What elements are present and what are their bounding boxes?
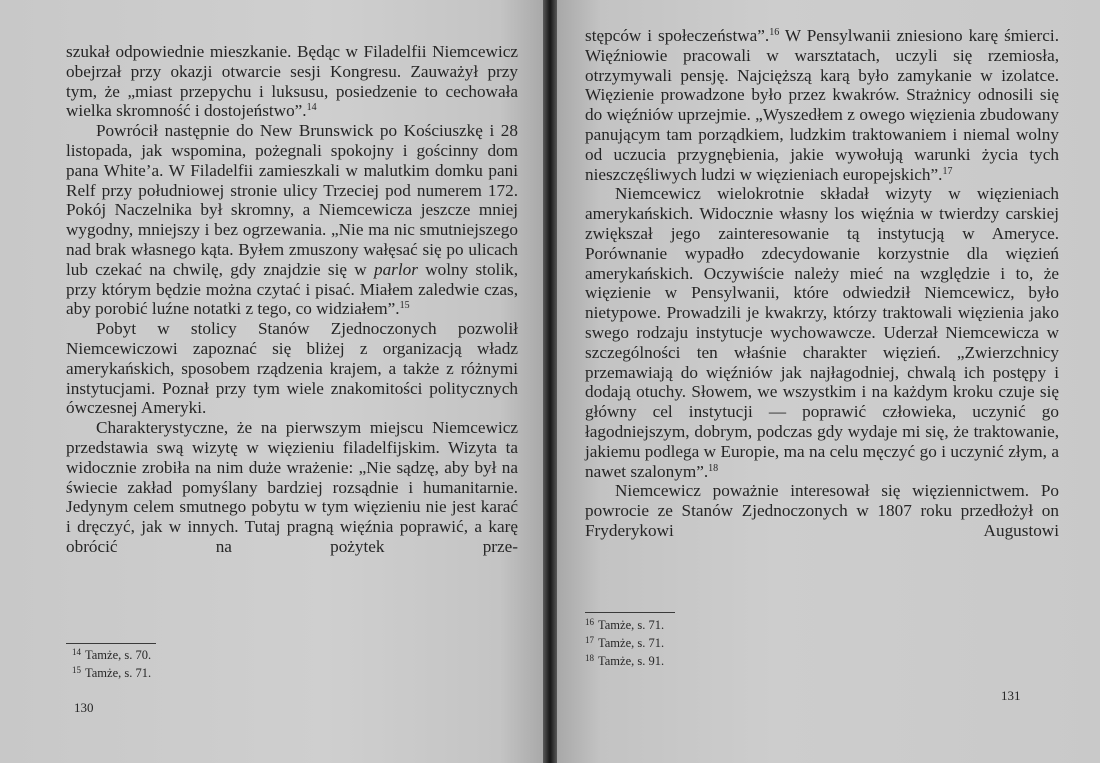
text-run: Niemcewicz poważnie interesował się więziennictwem. Po powrocie ze Stanów Zjednoczonych w 1807 roku przedłożył on Fryderykowi Augustowi	[585, 481, 1059, 540]
text-run: stępców i społeczeństwa”.	[585, 26, 770, 45]
footnote-number: 17	[585, 635, 594, 645]
footnote-text: Tamże, s. 70.	[85, 648, 152, 662]
text-run: Pobyt w stolicy Stanów Zjednoczonych pozwolił Niemcewiczowi zapoznać się bliżej z organizacją władz amerykańskich, sposobem rządzenia krajem, a także z różnymi instytucjami. Poznał przy tym wiele znakomitości politycznych ówczesnej Ameryki.	[66, 319, 518, 418]
footnote-text: Tamże, s. 71.	[598, 636, 665, 650]
page-number: 131	[1001, 688, 1021, 703]
page-number: 130	[74, 700, 94, 715]
footnote-text: Tamże, s. 71.	[598, 618, 665, 632]
paragraph	[66, 319, 518, 418]
footnote	[72, 663, 151, 681]
paragraph	[585, 26, 1059, 184]
footnote-text: Tamże, s. 91.	[598, 654, 665, 668]
footnote-separator	[66, 643, 156, 644]
left-page	[0, 0, 543, 763]
footnote	[585, 633, 664, 651]
footnote-number: 14	[72, 647, 81, 657]
footnote-reference: 17	[942, 165, 953, 177]
footnote-text: Tamże, s. 71.	[85, 666, 152, 680]
italic-text: parlor	[373, 259, 418, 279]
text-run: wolny stolik, przy którym będzie można czytać i pisać. Miałem zaledwie czas, aby porobić luźne notatki z tego, co widziałem”.	[66, 259, 518, 319]
paragraph	[66, 418, 518, 557]
footnote-separator	[585, 612, 675, 613]
footnote-number: 15	[72, 665, 81, 675]
right-page	[557, 0, 1100, 763]
footnote-number: 16	[585, 617, 594, 627]
text-run: szukał odpowiednie mieszkanie. Będąc w Filadelfii Niemcewicz obejrzał przy okazji otwarcie sesji Kongresu. Zauważył przy tym, że „miast przepychu i luksusu, posiedzenie to cechowała wielka skromność i dostojeństwo”.	[66, 42, 518, 121]
footnote	[585, 651, 664, 669]
footnote	[585, 615, 664, 633]
text-run: Charakterystyczne, że na pierwszym miejscu Niemcewicz przedstawia swą wizytę w więzieniu filadelfijskim. Wizyta ta widocznie zrobiła na nim duże wrażenie: „Nie sądzę, aby był na świecie zakład pomyślany bardziej rozsądnie i humanitarnie. Jedynym celem smutnego pobytu w tym więzieniu nie jest karać i dręczyć, jak w innych. Tutaj pragną więźnia poprawić, a karę obrócić na pożytek prze-	[66, 418, 518, 556]
right-page-footnotes	[585, 615, 664, 669]
book-gutter	[543, 0, 557, 763]
right-page-body	[585, 26, 1059, 541]
paragraph	[585, 184, 1059, 481]
text-run: W Pensylwanii zniesiono karę śmierci. Więźniowie pracowali w warsztatach, uczyli się rzemiosła, otrzymywali pensję. Najcięższą karą było zamykanie w izolatce. Więzienie prowadzone było przez kwakrów. Strażnicy odnosili się do więźniów uprzejmie. „Wyszedłem z owego więzienia zbudowany panującym tam porządkiem, ludzkim traktowaniem i niemal wolny od uczucia przygnębienia, jakie wywołują warunki życia tych nieszczęśliwych ludzi w więzieniach europejskich”.	[585, 26, 1059, 184]
text-run: Powrócił następnie do New Brunswick po Kościuszkę i 28 listopada, jak wspomina, pożegnali spokojny i gościnny dom pana White’a. W Filadelfii zamieszkali w malutkim domku pani Relf przy południowej stronie ulicy Trzeciej pod numerem 172. Pokój Naczelnika był skromny, a Niemcewicza jeszcze mniej wygodny, mniejszy i bez ogrzewania. „Nie ma nic smutniejszego nad brak własnego kąta. Byłem zmuszony wałęsać się po ulicach lub czekać na chwilę, gdy znajdzie się w	[66, 121, 518, 279]
footnote-reference: 16	[769, 27, 780, 38]
footnote-number: 18	[585, 653, 594, 663]
paragraph	[66, 121, 518, 319]
footnote-reference: 15	[399, 300, 410, 312]
paragraph	[585, 481, 1059, 540]
footnote-reference: 18	[708, 462, 719, 474]
text-run: Niemcewicz wielokrotnie składał wizyty w więzieniach amerykańskich. Widocznie własny los więźnia w twierdzy carskiej zwiększał jego zainteresowanie tą instytucją w Ameryce. Porównanie wypadło zdecydowanie korzystnie dla więzień amerykańskich. Oczywiście należy mieć na względzie i to, że więzienie w Pensylwanii, które odwiedził Niemcewicz, było nietypowe. Prowadzili je kwakrzy, którzy traktowali więzienia jako swego rodzaju instytucje wychowawcze. Uderzał Niemcewicza w szczególności ten właśnie charakter więzień. „Zwierzchnicy przemawiają do więźniów jak najłagodniej, chwalą ich postępy i dodają otuchy. Słowem, we wszystkim i na każdym kroku czuje się główny cel instytucji — poprawić człowieka, uczynić go łagodniejszym, dobrym, podczas gdy wydaje mi się, że traktowanie, jakiemu podlega w Europie, ma na celu męczyć go i uczynić złym, a nawet szalonym”.	[585, 184, 1059, 481]
left-page-footnotes	[72, 645, 151, 681]
footnote-reference: 14	[306, 102, 317, 114]
paragraph	[66, 42, 518, 121]
footnote	[72, 645, 151, 663]
left-page-body	[66, 42, 518, 557]
